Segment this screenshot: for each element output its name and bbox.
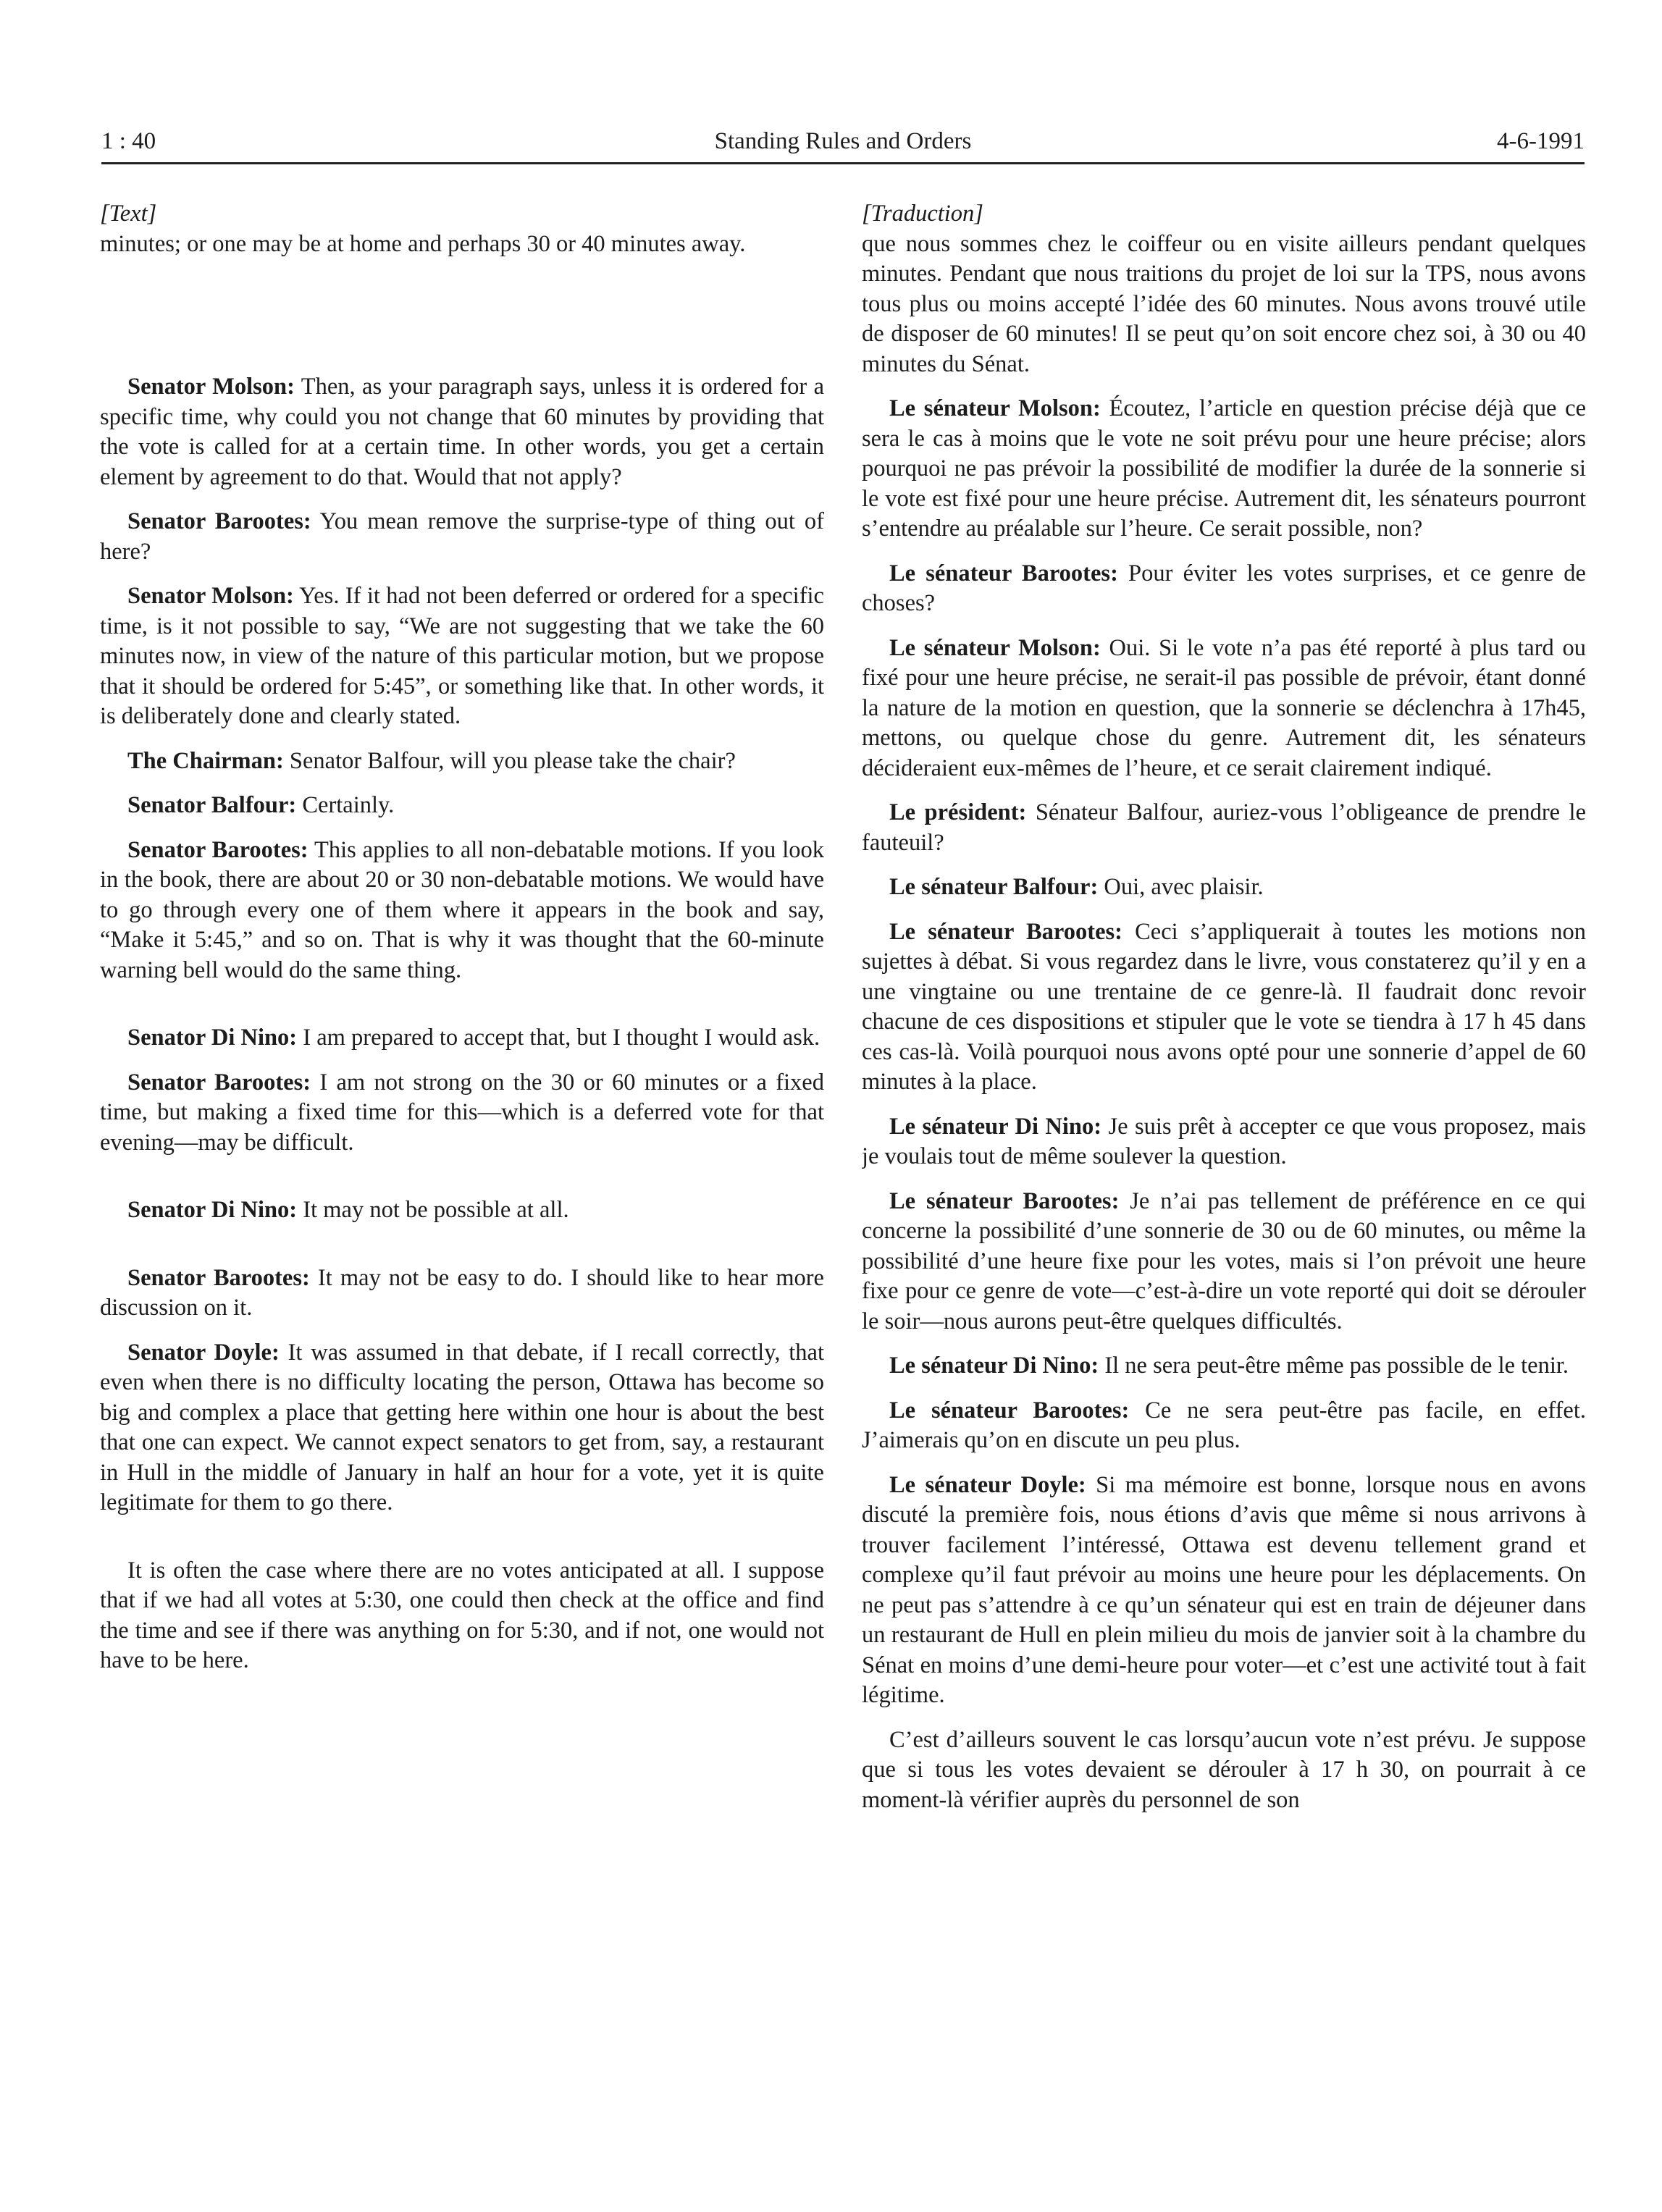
paragraph bbox=[862, 394, 1586, 544]
paragraph bbox=[862, 1471, 1586, 1711]
speaker-name: Le sénateur Di Nino: bbox=[889, 1353, 1099, 1379]
paragraph bbox=[100, 1195, 824, 1226]
speaker-name: Senator Balfour: bbox=[127, 792, 297, 818]
speech-text: Senator Balfour, will you please take the chair? bbox=[283, 747, 736, 774]
running-title: Standing Rules and Orders bbox=[714, 128, 972, 154]
speech-text: Écoutez, l’article en question précise déjà que ce sera le cas à moins que le vote ne soit prévu pour une heure précise; alors pourquoi ne pas prévoir la possibilité de modifier la durée de la sonnerie si le vote est fixé pour une heure précise. Autrement dit, les sénateurs pourront s’entendre au préalable sur l’heure. Ce serait possible, non? bbox=[862, 395, 1586, 542]
paragraph bbox=[100, 1263, 824, 1324]
speech-text: You mean remove the surprise-type of thing out of here? bbox=[100, 508, 824, 565]
paragraph bbox=[100, 1023, 824, 1054]
paragraph bbox=[862, 634, 1586, 784]
speech-text: It was assumed in that debate, if I recall correctly, that even when there is no difficulty locating the person, Ottawa has become so big and complex a place that getting here within one hour is about the best that one can expect. We cannot expect senators to get from, say, a restaurant in Hull in the middle of January in half an hour for a vote, yet it is quite legitimate for them to go there. bbox=[100, 1339, 824, 1515]
speech-text: Yes. If it had not been deferred or ordered for a specific time, is it not possible to say, “We are not suggesting that we take the 60 minutes now, in view of the nature of this particular motion, but we propose that it should be ordered for 5:45”, or something like that. In other words, it is deliberately done and clearly stated. bbox=[100, 583, 824, 729]
paragraph bbox=[862, 1396, 1586, 1456]
speech-text: It may not be easy to do. I should like to hear more discussion on it. bbox=[100, 1264, 824, 1321]
column-label: [Text] bbox=[100, 201, 157, 227]
page-number: 1 : 40 bbox=[101, 128, 156, 154]
speaker-name: Le sénateur Balfour: bbox=[889, 874, 1099, 900]
paragraph bbox=[100, 372, 824, 492]
speaker-name: Senator Molson: bbox=[127, 374, 295, 400]
paragraph bbox=[862, 798, 1586, 858]
speaker-name: Senator Barootes: bbox=[127, 508, 311, 534]
speaker-name: Senator Di Nino: bbox=[127, 1025, 298, 1051]
speaker-name: Senator Di Nino: bbox=[127, 1197, 298, 1223]
speaker-name: Senator Barootes: bbox=[127, 1264, 310, 1291]
paragraph bbox=[862, 872, 1586, 903]
paragraph bbox=[862, 1112, 1586, 1172]
speech-text: Oui, avec plaisir. bbox=[1098, 874, 1264, 900]
paragraph bbox=[862, 559, 1586, 619]
speech-text: Si ma mémoire est bonne, lorsque nous en avons discuté la première fois, nous étions d’avis que même si nous arrivons à trouver facilement l’intéressé, Ottawa est devenu tellement grand et complexe qu’il faut prévoir au moins une heure pour les déplacements. On ne peut pas s’attendre à ce qu’un sénateur qui est en train de déjeuner dans un restaurant de Hull en plein milieu du mois de janvier soit à la chambre du Sénat en moins d’une demi-heure pour voter—et c’est une activité tout à fait légitime. bbox=[862, 1471, 1586, 1708]
speech-text: Then, as your paragraph says, unless it is ordered for a specific time, why could you not change that 60 minutes by providing that the vote is called for at a certain time. In other words, you get a certain element by agreement to do that. Would that not apply? bbox=[100, 374, 824, 490]
speaker-name: Senator Barootes: bbox=[127, 836, 309, 863]
paragraph bbox=[862, 1187, 1586, 1337]
paragraph bbox=[100, 791, 824, 821]
speech-text: Je n’ai pas tellement de préférence en ce qui concerne la possibilité d’une sonnerie de 30 ou de 60 minutes, ou même la possibilité d’une heure fixe pour les votes, mais si l’on prévoit une heure fixe pour ce genre de vote—c’est-à-dire un vote reporté qui doit se dérouler le soir—nous aurons peut-être quelques difficultés. bbox=[862, 1187, 1586, 1334]
page-date: 4-6-1991 bbox=[1497, 128, 1585, 154]
page-header bbox=[101, 122, 1585, 164]
english-column bbox=[100, 199, 824, 2031]
paragraph: que nous sommes chez le coiffeur ou en visite ailleurs pendant quelques minutes. Pendant que nous traitions du projet de loi sur la TPS, nous avons tous plus ou moins accepté l’idée des 60 minutes. Nous avons trouvé utile de disposer de 60 minutes! Il se peut qu’on soit encore chez soi, à 30 ou 40 minutes du Sénat. bbox=[862, 230, 1586, 377]
column-label: [Traduction] bbox=[862, 201, 983, 227]
paragraph bbox=[862, 917, 1586, 1098]
speaker-name: Le président: bbox=[889, 799, 1027, 825]
speaker-name: Le sénateur Molson: bbox=[889, 634, 1101, 661]
paragraph: minutes; or one may be at home and perhaps 30 or 40 minutes away. bbox=[100, 230, 746, 257]
paragraph bbox=[100, 581, 824, 732]
speaker-name: Le sénateur Barootes: bbox=[889, 560, 1118, 586]
paragraph: C’est d’ailleurs souvent le cas lorsqu’aucun vote n’est prévu. Je suppose que si tous les votes devaient se dérouler à 17 h 30, on pourrait à ce moment-là vérifier auprès du personnel de son bbox=[862, 1726, 1586, 1813]
speaker-name: Senator Doyle: bbox=[127, 1339, 280, 1366]
paragraph bbox=[100, 1338, 824, 1518]
speech-text: Pour éviter les votes surprises, et ce genre de choses? bbox=[862, 560, 1586, 616]
speech-text: Oui. Si le vote n’a pas été reporté à plus tard ou fixé pour une heure précise, ne serait-il pas possible de prévoir, étant donné la nature de la motion en question, que la sonnerie se déclenchra à 17h45, mettons, ou quelque chose du genre. Autrement dit, les sénateurs décideraient eux-mêmes de l’heure, et ce serait clairement indiqué. bbox=[862, 634, 1586, 781]
paragraph bbox=[100, 747, 824, 777]
speaker-name: Senator Molson: bbox=[127, 583, 294, 609]
speaker-name: Le sénateur Doyle: bbox=[889, 1471, 1086, 1498]
speaker-name: Le sénateur Barootes: bbox=[889, 1397, 1130, 1423]
paragraph bbox=[100, 1068, 824, 1158]
paragraph bbox=[862, 1351, 1586, 1382]
paragraph bbox=[100, 836, 824, 986]
speech-text: I am not strong on the 30 or 60 minutes or a fixed time, but making a fixed time for this—which is a deferred vote for that evening—may be difficult. bbox=[100, 1069, 824, 1156]
paragraph: It is often the case where there are no votes anticipated at all. I suppose that if we had all votes at 5:30, one could then check at the office and find the time and see if there was anything on for 5:30, and if not, one would not have to be here. bbox=[100, 1557, 824, 1673]
speech-text: It may not be possible at all. bbox=[297, 1197, 569, 1223]
speech-text: Certainly. bbox=[296, 792, 395, 818]
speech-text: I am prepared to accept that, but I thought I would ask. bbox=[297, 1025, 820, 1051]
speaker-name: Le sénateur Molson: bbox=[889, 395, 1101, 421]
speaker-name: Le sénateur Barootes: bbox=[889, 918, 1122, 945]
speaker-name: Le sénateur Di Nino: bbox=[889, 1113, 1102, 1140]
speech-text: Ceci s’appliquerait à toutes les motions non sujettes à débat. Si vous regardez dans le livre, vous constaterez qu’il y en a une vingtaine ou une trentaine de ce genre-là. Il faudrait donc revoir chacune de ces dispositions et stipuler que le vote se tiendra à 17 h 45 dans ces cas-là. Voilà pourquoi nous avons opté pour une sonnerie d’appel de 60 minutes à la place. bbox=[862, 918, 1586, 1095]
paragraph bbox=[100, 507, 824, 567]
speech-text: Il ne sera peut-être même pas possible de le tenir. bbox=[1099, 1353, 1569, 1379]
speech-text: Je suis prêt à accepter ce que vous proposez, mais je voulais tout de même soulever la question. bbox=[862, 1113, 1586, 1169]
speaker-name: The Chairman: bbox=[127, 747, 284, 774]
speech-text: Ce ne sera peut-être pas facile, en effet. J’aimerais qu’on en discute un peu plus. bbox=[862, 1397, 1586, 1453]
speech-text: This applies to all non-debatable motions. If you look in the book, there are about 20 or 30 non-debatable motions. We would have to go through every one of them where it appears in the book and say, “Make it 5:45,” and so on. That is why it was thought that the 60-minute warning bell would do the same thing. bbox=[100, 836, 824, 983]
speaker-name: Le sénateur Barootes: bbox=[889, 1187, 1120, 1214]
speaker-name: Senator Barootes: bbox=[127, 1069, 311, 1096]
french-column bbox=[862, 199, 1586, 2031]
speech-text: Sénateur Balfour, auriez-vous l’obligeance de prendre le fauteuil? bbox=[862, 799, 1586, 856]
